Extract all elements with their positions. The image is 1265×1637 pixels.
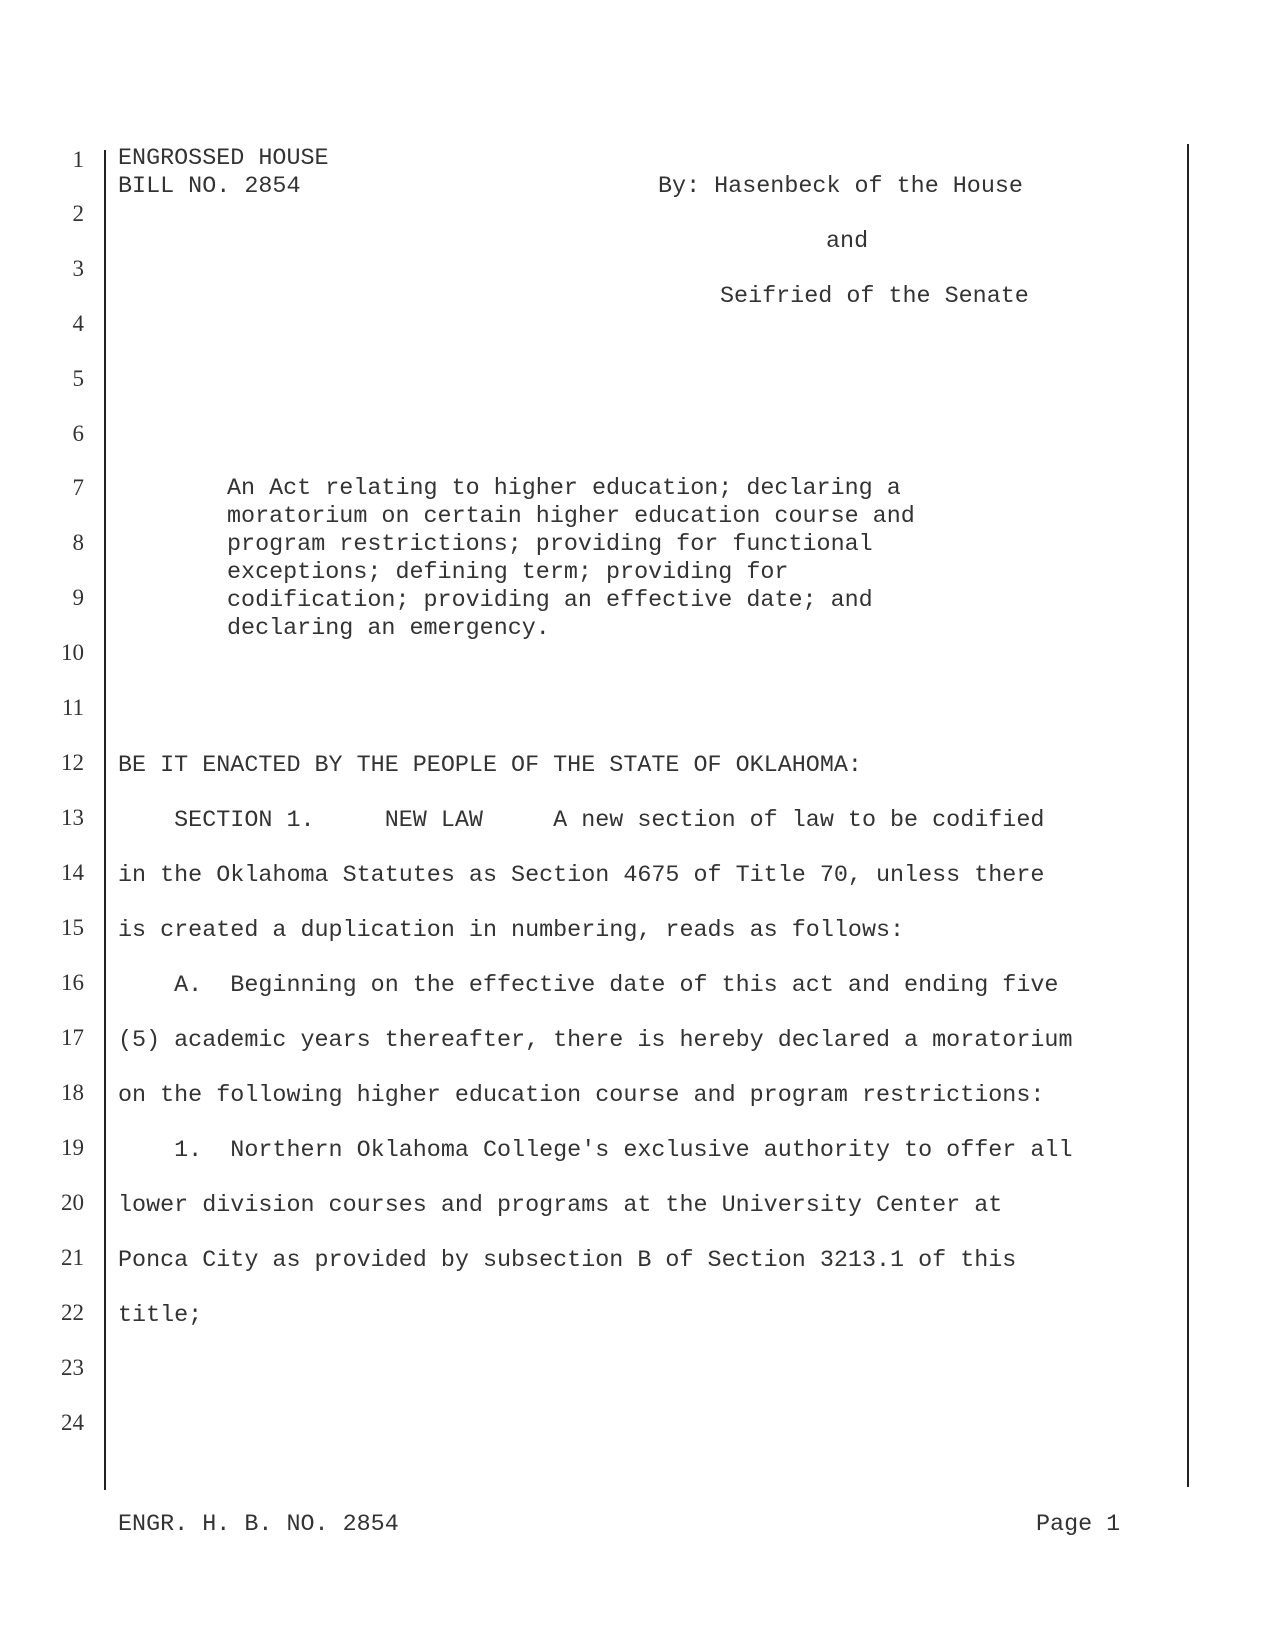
body-line: on the following higher education course and program restrictions: — [118, 1083, 1045, 1109]
line-number: 17 — [61, 1025, 84, 1050]
title-line: codification; providing an effective date; and — [227, 588, 873, 614]
line-number: 24 — [61, 1410, 84, 1435]
body-line: 1. Northern Oklahoma College's exclusive authority to offer all — [118, 1138, 1073, 1164]
author-house: By: Hasenbeck of the House — [658, 174, 1023, 200]
bill-header-line1: ENGROSSED HOUSE — [118, 146, 329, 172]
line-number: 14 — [61, 860, 84, 885]
body-line: lower division courses and programs at the University Center at — [118, 1193, 1003, 1219]
footer-page-number: Page 1 — [1036, 1512, 1121, 1538]
body-line: (5) academic years thereafter, there is hereby declared a moratorium — [118, 1028, 1073, 1054]
line-number: 5 — [72, 366, 84, 391]
line-number: 15 — [61, 915, 84, 940]
line-number: 16 — [61, 970, 84, 995]
body-line: title; — [118, 1303, 203, 1329]
title-line: An Act relating to higher education; declaring a — [227, 476, 901, 502]
line-number: 11 — [61, 695, 84, 720]
title-line: exceptions; defining term; providing for — [227, 560, 789, 586]
line-number: 19 — [61, 1135, 84, 1160]
line-number: 21 — [61, 1245, 84, 1270]
body-line: A. Beginning on the effective date of this act and ending five — [118, 973, 1059, 999]
enacting-clause: BE IT ENACTED BY THE PEOPLE OF THE STATE OF OKLAHOMA: — [118, 753, 862, 779]
title-line: program restrictions; providing for functional — [227, 532, 873, 558]
line-number: 12 — [61, 750, 84, 775]
line-number: 18 — [61, 1080, 84, 1105]
line-number: 10 — [61, 640, 84, 665]
line-number: 23 — [61, 1355, 84, 1380]
line-number: 7 — [72, 475, 84, 500]
line-number: 1 — [72, 147, 84, 172]
title-line: moratorium on certain higher education course and — [227, 504, 915, 530]
author-senate: Seifried of the Senate — [720, 284, 1029, 310]
author-conjunction: and — [826, 229, 869, 255]
line-number: 8 — [72, 530, 84, 555]
body-line: Ponca City as provided by subsection B of Section 3213.1 of this — [118, 1248, 1017, 1274]
line-number: 6 — [72, 421, 84, 446]
title-line: declaring an emergency. — [227, 616, 550, 642]
body-line: is created a duplication in numbering, reads as follows: — [118, 918, 905, 944]
line-number: 4 — [72, 311, 84, 336]
body-line: SECTION 1. NEW LAW A new section of law to be codified — [118, 808, 1045, 834]
line-number: 2 — [72, 201, 84, 226]
body-line: in the Oklahoma Statutes as Section 4675 of Title 70, unless there — [118, 863, 1045, 889]
right-margin-rule — [1187, 144, 1189, 1487]
line-number: 22 — [61, 1300, 84, 1325]
footer-bill-number: ENGR. H. B. NO. 2854 — [118, 1512, 399, 1538]
line-number: 13 — [61, 805, 84, 830]
line-number: 9 — [72, 585, 84, 610]
line-number: 3 — [72, 256, 84, 281]
bill-header-line2: BILL NO. 2854 — [118, 174, 301, 200]
left-margin-rule — [104, 150, 106, 1490]
line-number: 20 — [61, 1190, 84, 1215]
